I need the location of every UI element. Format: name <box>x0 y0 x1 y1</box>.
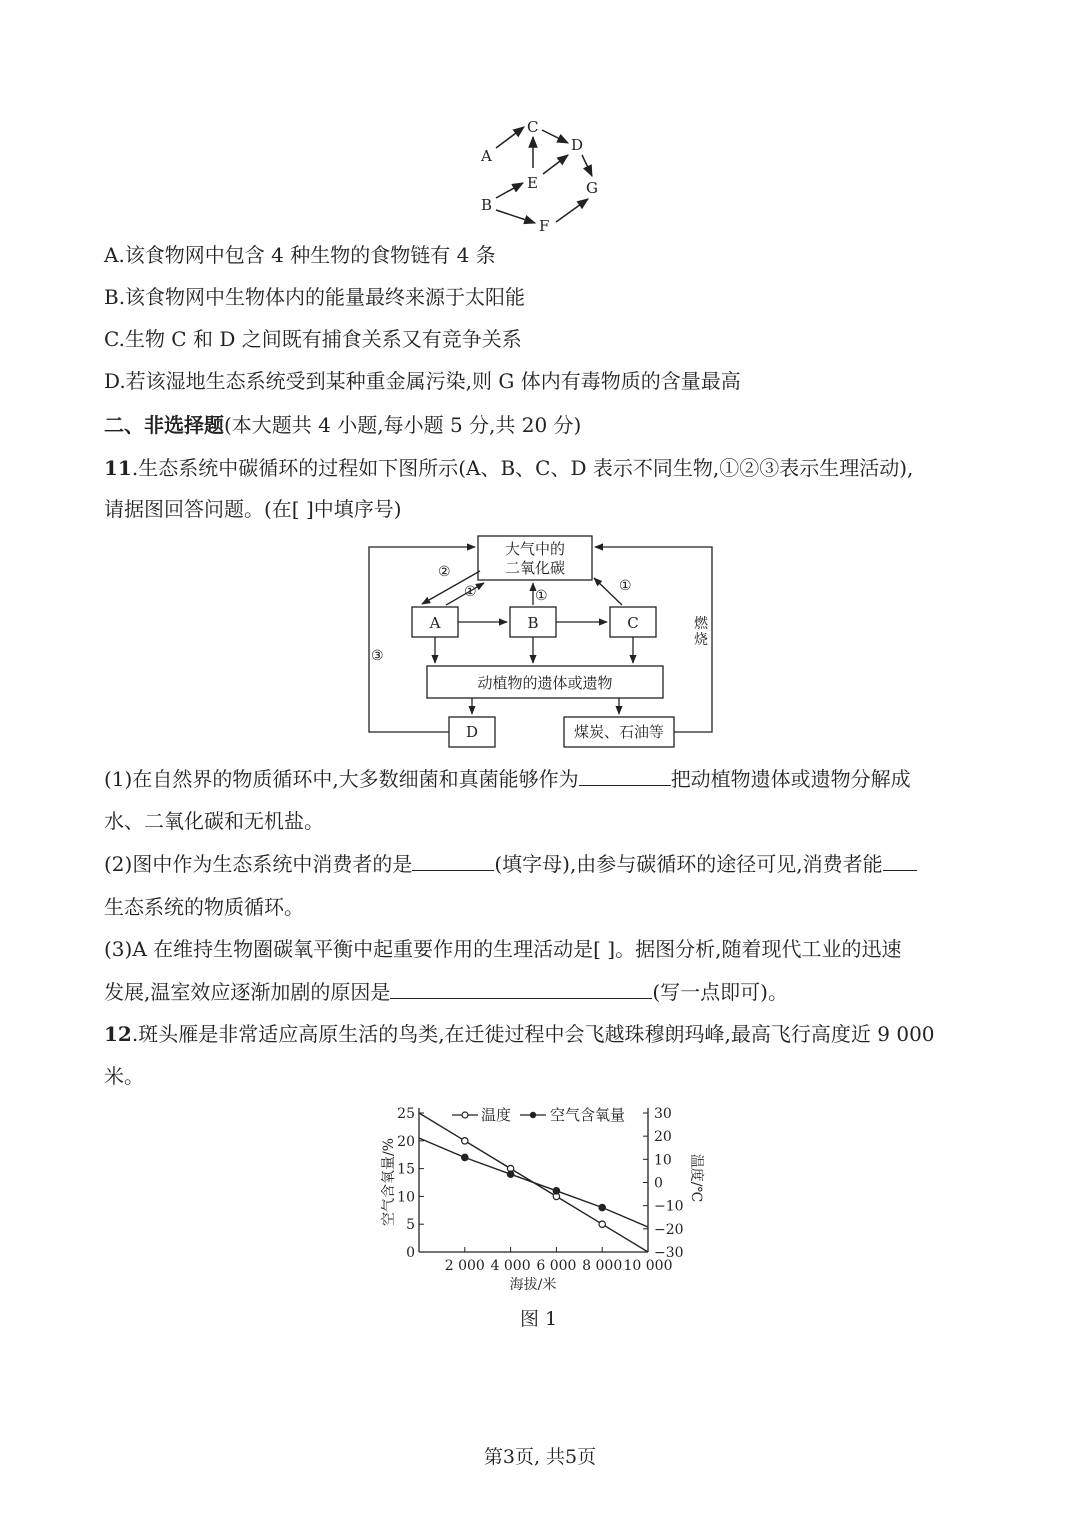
y-right-tick-label: 20 <box>654 1129 672 1146</box>
x-tick-label: 2 000 <box>444 1258 485 1274</box>
x-axis-label: 海拔/米 <box>509 1277 557 1293</box>
q11-number: 11 <box>104 456 132 480</box>
label-burn-1: 燃 <box>694 616 708 632</box>
altitude-chart <box>376 1098 706 1298</box>
label-fossil: 煤炭、石油等 <box>573 723 665 741</box>
figure-caption: 图 1 <box>520 1308 558 1330</box>
legend-oxygen: 空气含氧量 <box>550 1106 626 1124</box>
carbon-cycle-diagram <box>360 530 720 752</box>
y-left-tick-label: 0 <box>406 1245 415 1261</box>
label-remains: 动植物的遗体或遗物 <box>477 674 613 692</box>
label-circle-1c: ① <box>619 578 632 594</box>
q11-p2-b: (填字母),由参与碳循环的途径可见,消费者能 <box>494 852 883 876</box>
option-c: C.生物 C 和 D 之间既有捕食关系又有竞争关系 <box>104 327 522 351</box>
q11-p1-b: 把动植物遗体或遗物分解成 <box>670 767 911 791</box>
y-left-tick-label: 10 <box>397 1189 415 1206</box>
label-a: A <box>429 614 441 632</box>
option-b: B.该食物网中生物体内的能量最终来源于太阳能 <box>104 285 526 309</box>
food-web-diagram <box>470 110 610 238</box>
node-g: G <box>586 179 598 197</box>
legend-temperature: 温度 <box>481 1106 512 1124</box>
node-e: E <box>527 174 538 192</box>
node-f: F <box>539 217 550 235</box>
q11-line2: 请据图回答问题。(在[ ]中填序号) <box>104 497 402 521</box>
label-circle-2: ② <box>438 564 451 580</box>
arrow-b-f <box>496 210 535 223</box>
q11-line1 <box>104 455 913 481</box>
legend <box>452 1106 625 1124</box>
q12-number: 12 <box>104 1022 132 1046</box>
y-left-tick-label: 5 <box>406 1217 415 1234</box>
option-d: D.若该湿地生态系统受到某种重金属污染,则 G 体内有毒物质的含量最高 <box>104 369 741 393</box>
q11-p3-line1: (3)A 在维持生物圈碳氧平衡中起重要作用的生理活动是[ ]。据图分析,随着现代工业的迅速 <box>104 937 902 961</box>
label-b: B <box>527 614 539 632</box>
q11-p1-a: (1)在自然界的物质循环中,大多数细菌和真菌能够作为 <box>104 767 579 791</box>
legend-marker-temperature <box>462 1112 468 1118</box>
section-title: 二、非选择题 <box>104 413 224 437</box>
y-right-tick-label: 0 <box>654 1175 663 1192</box>
x-tick-label: 8 000 <box>582 1258 623 1274</box>
y-right-tick-label: 10 <box>654 1152 672 1169</box>
arrow-b-e <box>496 183 523 198</box>
y-right-tick-label: −20 <box>654 1221 684 1238</box>
y-left-tick-label: 15 <box>397 1161 415 1178</box>
x-tick-label: 6 000 <box>536 1258 577 1274</box>
answer-blank-1[interactable] <box>579 767 671 786</box>
answer-blank-4[interactable] <box>390 980 652 999</box>
node-d: D <box>571 136 584 154</box>
label-c: C <box>627 614 639 632</box>
q11-p3-line2 <box>104 979 788 1005</box>
data-point-oxygen <box>553 1188 559 1194</box>
arrow-d-g <box>582 155 592 176</box>
arrow-a-c <box>496 127 524 148</box>
atmosphere-label-1: 大气中的 <box>504 540 566 558</box>
label-burn-2: 烧 <box>694 632 708 648</box>
node-b: B <box>481 196 493 214</box>
option-a: A.该食物网中包含 4 种生物的食物链有 4 条 <box>104 243 496 267</box>
label-circle-1a: ① <box>464 584 477 600</box>
data-point-oxygen <box>507 1171 513 1177</box>
y-right-axis-label: 温度/℃ <box>688 1153 704 1203</box>
answer-blank-3[interactable] <box>883 852 917 871</box>
atmosphere-label-2: 二氧化碳 <box>504 559 566 577</box>
label-d: D <box>465 723 479 741</box>
node-c: C <box>527 118 539 136</box>
arrow-c-d <box>542 130 568 143</box>
page-footer: 第3页, 共5页 <box>483 1446 597 1468</box>
y-right-tick-label: −10 <box>654 1198 684 1215</box>
x-tick-label: 4 000 <box>490 1258 531 1274</box>
arrow-d-to-atm <box>369 547 475 732</box>
data-point-oxygen <box>462 1154 468 1160</box>
section-note: (本大题共 4 小题,每小题 5 分,共 20 分) <box>224 413 582 437</box>
q11-p1-line2: 水、二氧化碳和无机盐。 <box>104 809 324 833</box>
label-circle-3: ③ <box>371 648 384 664</box>
q11-p2-line1 <box>104 851 917 877</box>
q12-text1: .斑头雁是非常适应高原生活的鸟类,在迁徙过程中会飞越珠穆朗玛峰,最高飞行高度近 9 000 <box>131 1022 935 1046</box>
y-right-tick-label: 30 <box>654 1106 672 1122</box>
y-right-tick-label: −30 <box>654 1245 684 1261</box>
q11-p2-line2: 生态系统的物质循环。 <box>104 895 304 919</box>
x-tick-label: 10 000 <box>623 1258 673 1274</box>
series-line-oxygen <box>419 1138 648 1227</box>
section-heading <box>104 412 581 438</box>
data-point-oxygen <box>599 1204 605 1210</box>
q12-line1 <box>104 1021 935 1047</box>
y-left-axis-label: 空气含氧量/% <box>381 1137 397 1227</box>
arrow-c-to-atm <box>594 578 622 605</box>
q11-p1-line1 <box>104 766 911 792</box>
y-left-tick-label: 20 <box>397 1133 415 1150</box>
node-a: A <box>481 147 492 165</box>
q11-p2-a: (2)图中作为生态系统中消费者的是 <box>104 852 413 876</box>
label-circle-1b: ① <box>535 588 548 604</box>
q11-p3-c: (写一点即可)。 <box>652 980 788 1004</box>
q11-text1: .生态系统中碳循环的过程如下图所示(A、B、C、D 表示不同生物,①②③表示生理活动), <box>131 456 914 480</box>
data-point-temperature <box>599 1221 605 1227</box>
data-point-temperature <box>462 1138 468 1144</box>
arrow-f-g <box>556 199 588 222</box>
q12-line2: 米。 <box>104 1064 144 1088</box>
answer-blank-2[interactable] <box>412 852 494 871</box>
q11-p3-b: 发展,温室效应逐渐加剧的原因是 <box>104 980 391 1004</box>
legend-marker-oxygen <box>530 1112 536 1118</box>
arrow-e-d <box>543 155 568 174</box>
y-left-tick-label: 25 <box>397 1106 415 1122</box>
